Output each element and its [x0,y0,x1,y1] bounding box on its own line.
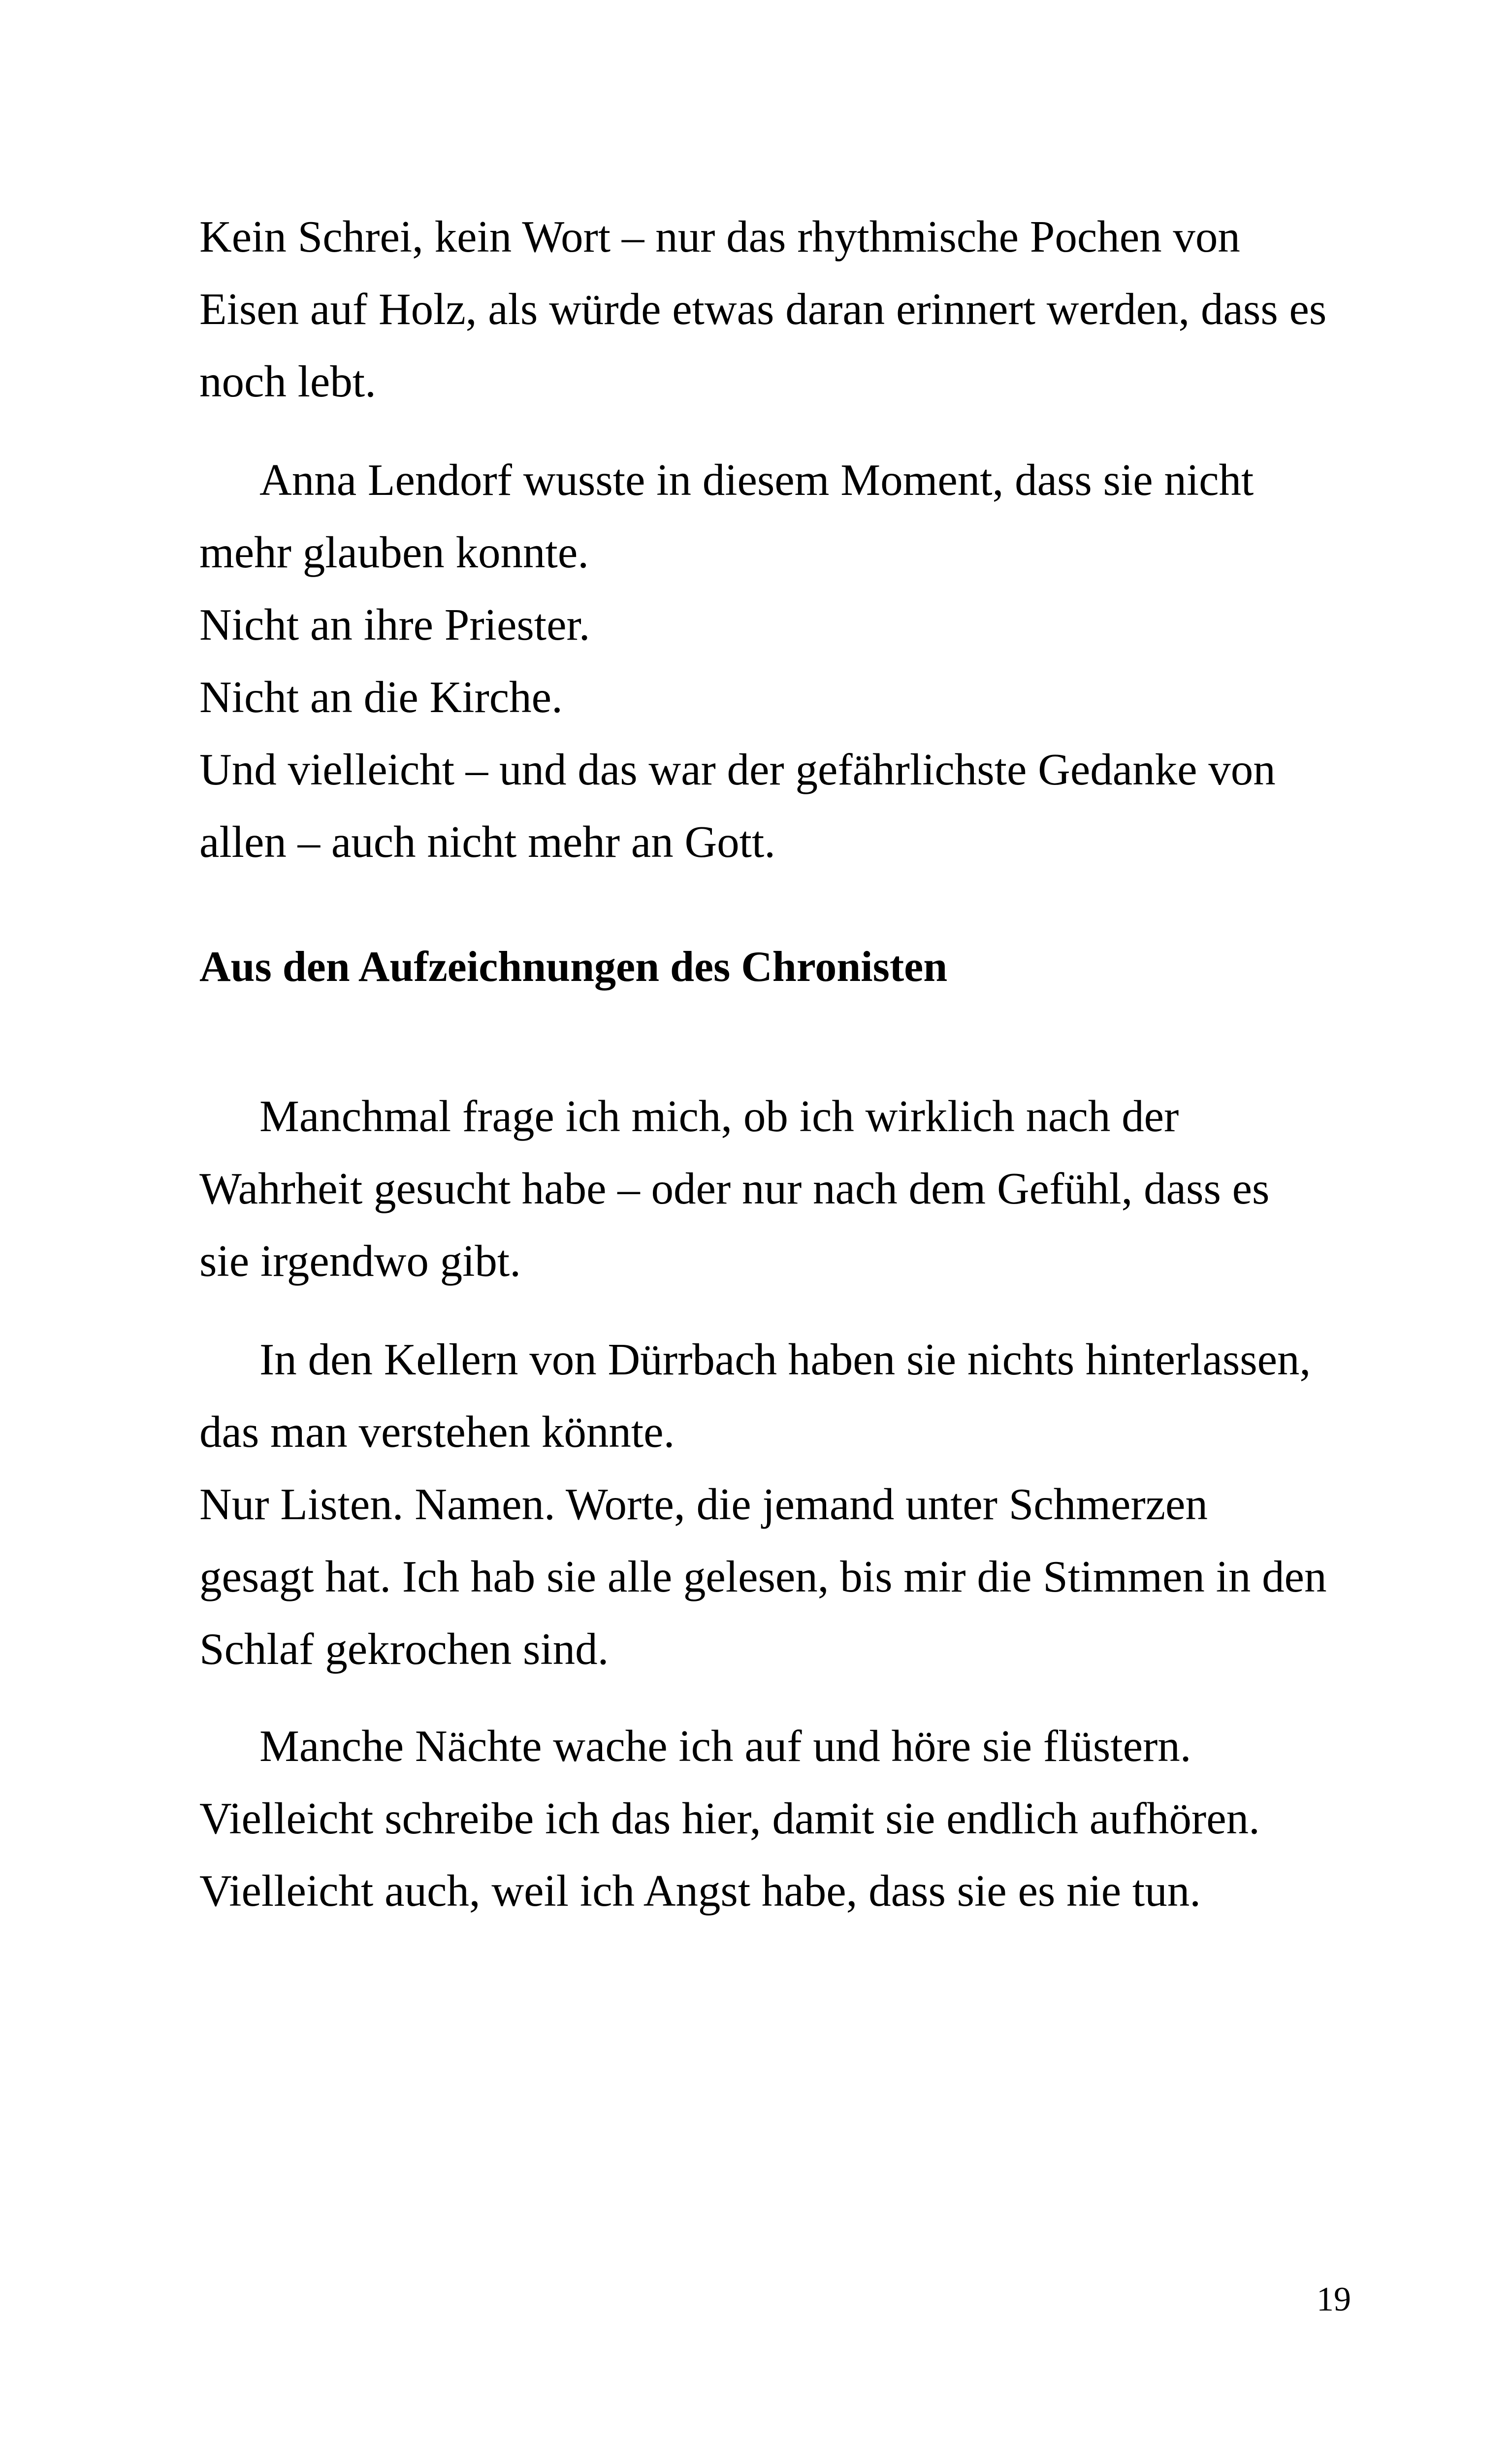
text-line: Manchmal frage ich mich, ob ich wirklich nach der [259,1091,1179,1141]
text-line: Nur Listen. Namen. Worte, die jemand unter Schmerzen [199,1479,1208,1529]
text-line: Und vielleicht – und das war der gefährlichste Gedanke von [199,745,1276,794]
text-line: allen – auch nicht mehr an Gott. [199,817,775,867]
text-line: sie irgendwo gibt. [199,1236,521,1286]
text-line: Schlaf gekrochen sind. [199,1624,609,1674]
section-heading: Aus den Aufzeichnungen des Chronisten [199,943,948,991]
text-line: In den Kellern von Dürrbach haben sie nichts hinterlassen, [259,1335,1311,1384]
text-line: mehr glauben konnte. [199,527,589,577]
paragraph-1 [199,200,1371,418]
text-line: noch lebt. [199,357,376,406]
text-line: das man verstehen könnte. [199,1407,675,1457]
text-line: Anna Lendorf wusste in diesem Moment, dass sie nicht [259,455,1254,505]
text-line: Eisen auf Holz, als würde etwas daran erinnert werden, dass es [199,284,1327,334]
text-line: gesagt hat. Ich hab sie alle gelesen, bis mir die Stimmen in den [199,1552,1327,1601]
text-line: Kein Schrei, kein Wort – nur das rhythmische Pochen von [199,212,1240,261]
paragraph-5 [199,1710,1371,1927]
page-number: 19 [1317,2280,1351,2318]
text-line: Vielleicht schreibe ich das hier, damit sie endlich aufhören. [199,1793,1260,1843]
text-line: Nicht an ihre Priester. [199,600,590,650]
text-line: Vielleicht auch, weil ich Angst habe, dass sie es nie tun. [199,1866,1201,1916]
paragraph-3 [199,1080,1371,1297]
text-line: Nicht an die Kirche. [199,672,563,722]
text-line: Wahrheit gesucht habe – oder nur nach dem Gefühl, dass es [199,1164,1270,1213]
paragraph-2 [199,444,1371,878]
paragraph-4 [199,1323,1371,1685]
text-line: Manche Nächte wache ich auf und höre sie flüstern. [259,1721,1191,1771]
